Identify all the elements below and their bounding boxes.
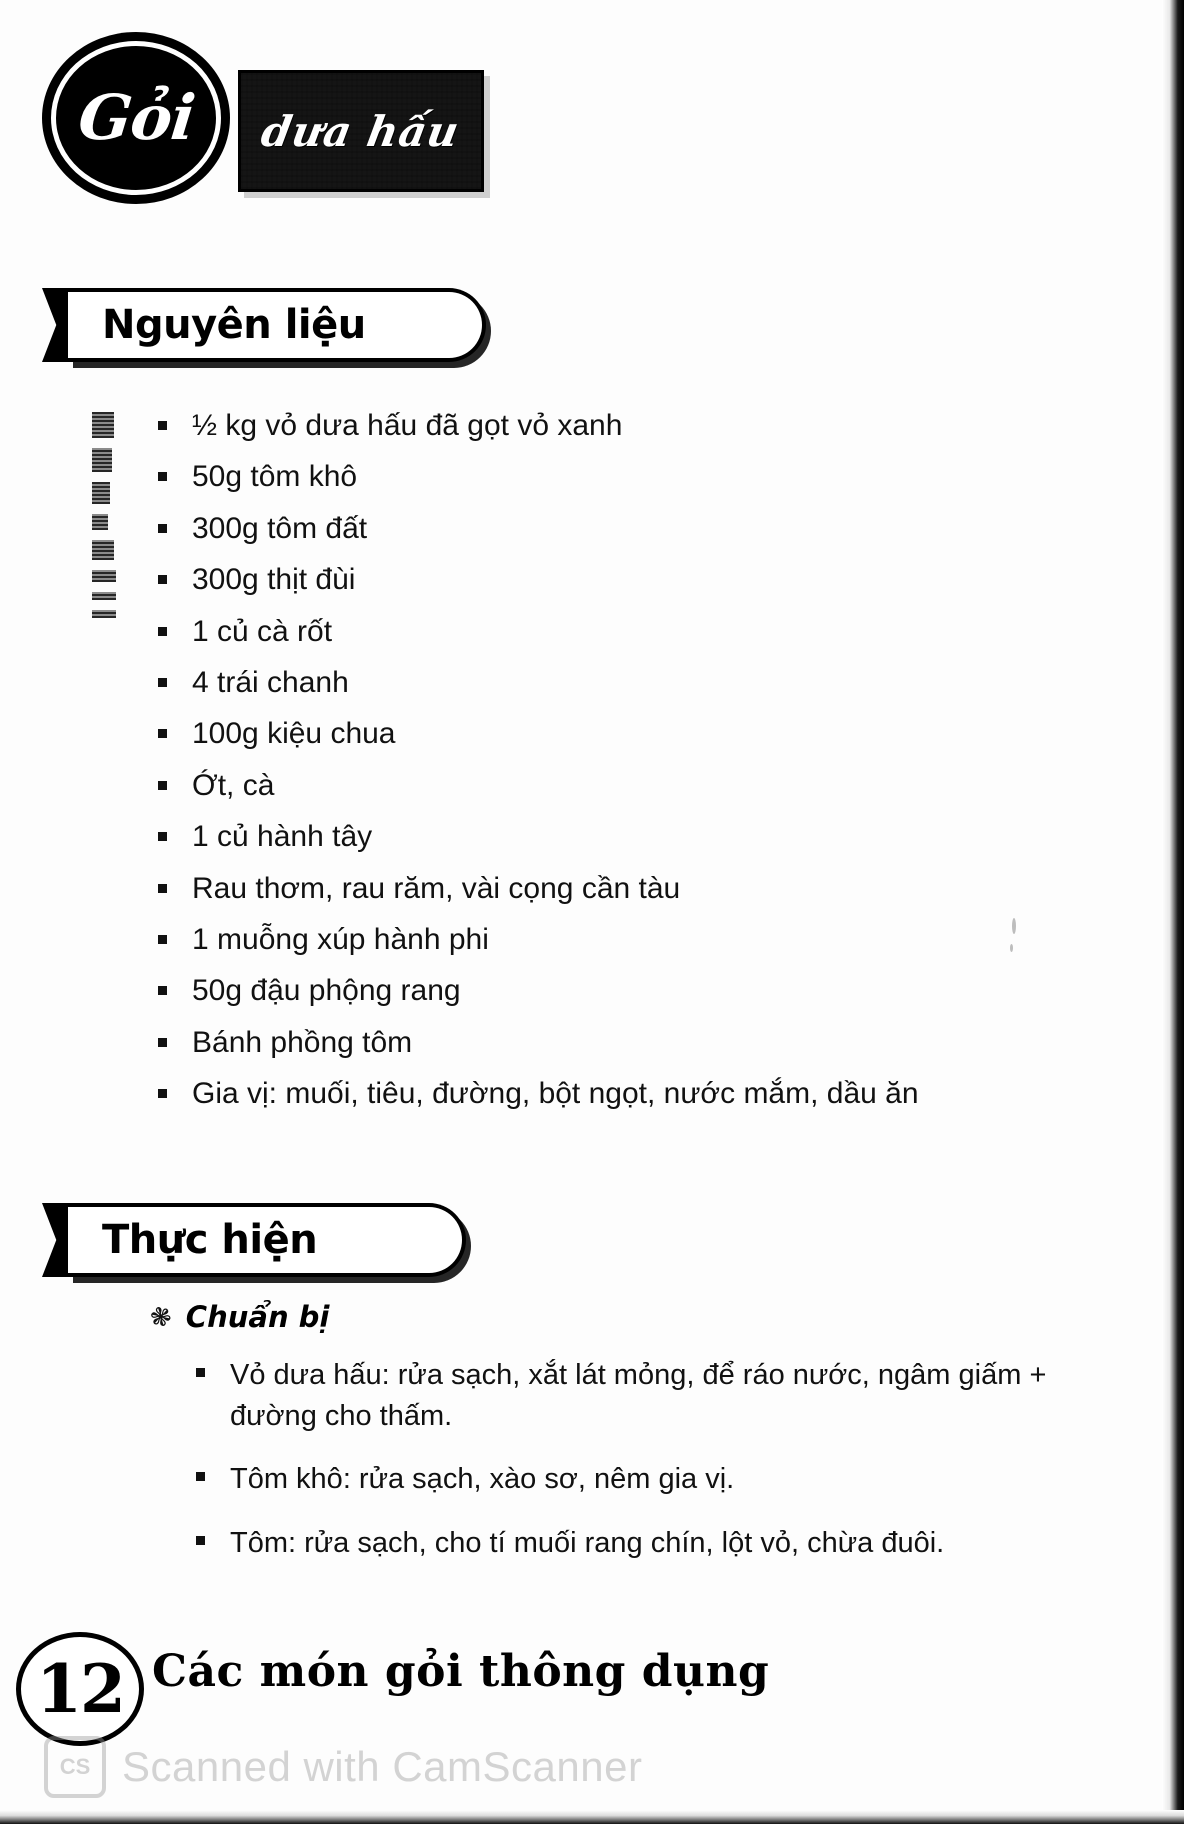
section-banner-ingredients	[42, 288, 486, 362]
list-item: 100g kiệu chua	[152, 716, 1022, 751]
list-item: Ớt, cà	[152, 768, 1022, 803]
title-oval-inner-ring	[51, 41, 221, 195]
title-oval-badge	[42, 32, 230, 204]
scan-speck	[1012, 918, 1016, 934]
camscanner-watermark-text: Scanned with CamScanner	[122, 1743, 643, 1790]
steps-list	[190, 1355, 1070, 1586]
recipe-title-sub: dưa hấu	[258, 106, 464, 156]
page-number: 12	[36, 1650, 124, 1728]
leaf-icon: ❃	[145, 1299, 176, 1335]
ingredients-heading: Nguyên liệu	[102, 302, 366, 348]
scan-edge-bottom	[0, 1810, 1184, 1824]
list-item: 300g tôm đất	[152, 511, 1022, 546]
list-item: Bánh phồng tôm	[152, 1025, 1022, 1060]
footer-chapter-title: Các món gỏi thông dụng	[152, 1646, 770, 1697]
list-item: 50g đậu phộng rang	[152, 973, 1022, 1008]
list-item: 50g tôm khô	[152, 459, 1022, 494]
spice-strip-decoration	[92, 412, 118, 628]
list-item: 1 củ hành tây	[152, 819, 1022, 854]
list-item: ½ kg vỏ dưa hấu đã gọt vỏ xanh	[152, 408, 1022, 443]
title-plate	[238, 70, 484, 192]
steps-subheading: Chuẩn bị	[185, 1300, 330, 1334]
recipe-title-block	[42, 22, 562, 212]
list-item: Tôm khô: rửa sạch, xào sơ, nêm gia vị.	[190, 1459, 1070, 1500]
banner-flag-icon	[42, 1203, 68, 1277]
scan-edge-right	[1162, 0, 1184, 1824]
list-item: Tôm: rửa sạch, cho tí muối rang chín, lột vỏ, chừa đuôi.	[190, 1523, 1070, 1564]
steps-subheading-row	[145, 1299, 330, 1335]
list-item: 4 trái chanh	[152, 665, 1022, 700]
camscanner-logo-icon: CS	[44, 1736, 106, 1798]
list-item: Rau thơm, rau răm, vài cọng cần tàu	[152, 871, 1022, 906]
page-footer	[16, 1632, 1116, 1728]
banner-pill	[68, 1203, 466, 1277]
steps-heading: Thực hiện	[102, 1217, 318, 1263]
list-item: Vỏ dưa hấu: rửa sạch, xắt lát mỏng, để ráo nước, ngâm giấm + đường cho thấm.	[190, 1355, 1070, 1437]
list-item: 300g thịt đùi	[152, 562, 1022, 597]
list-item: 1 muỗng xúp hành phi	[152, 922, 1022, 957]
ingredients-list	[152, 408, 1022, 1127]
camscanner-watermark	[44, 1736, 642, 1798]
recipe-title-main: Gỏi	[74, 81, 198, 154]
page-number-badge	[16, 1632, 144, 1746]
banner-pill	[68, 288, 486, 362]
section-banner-steps	[42, 1203, 466, 1277]
list-item: 1 củ cà rốt	[152, 614, 1022, 649]
scan-speck	[1010, 944, 1013, 952]
banner-flag-icon	[42, 288, 68, 362]
list-item: Gia vị: muối, tiêu, đường, bột ngọt, nước mắm, dầu ăn	[152, 1076, 1022, 1111]
